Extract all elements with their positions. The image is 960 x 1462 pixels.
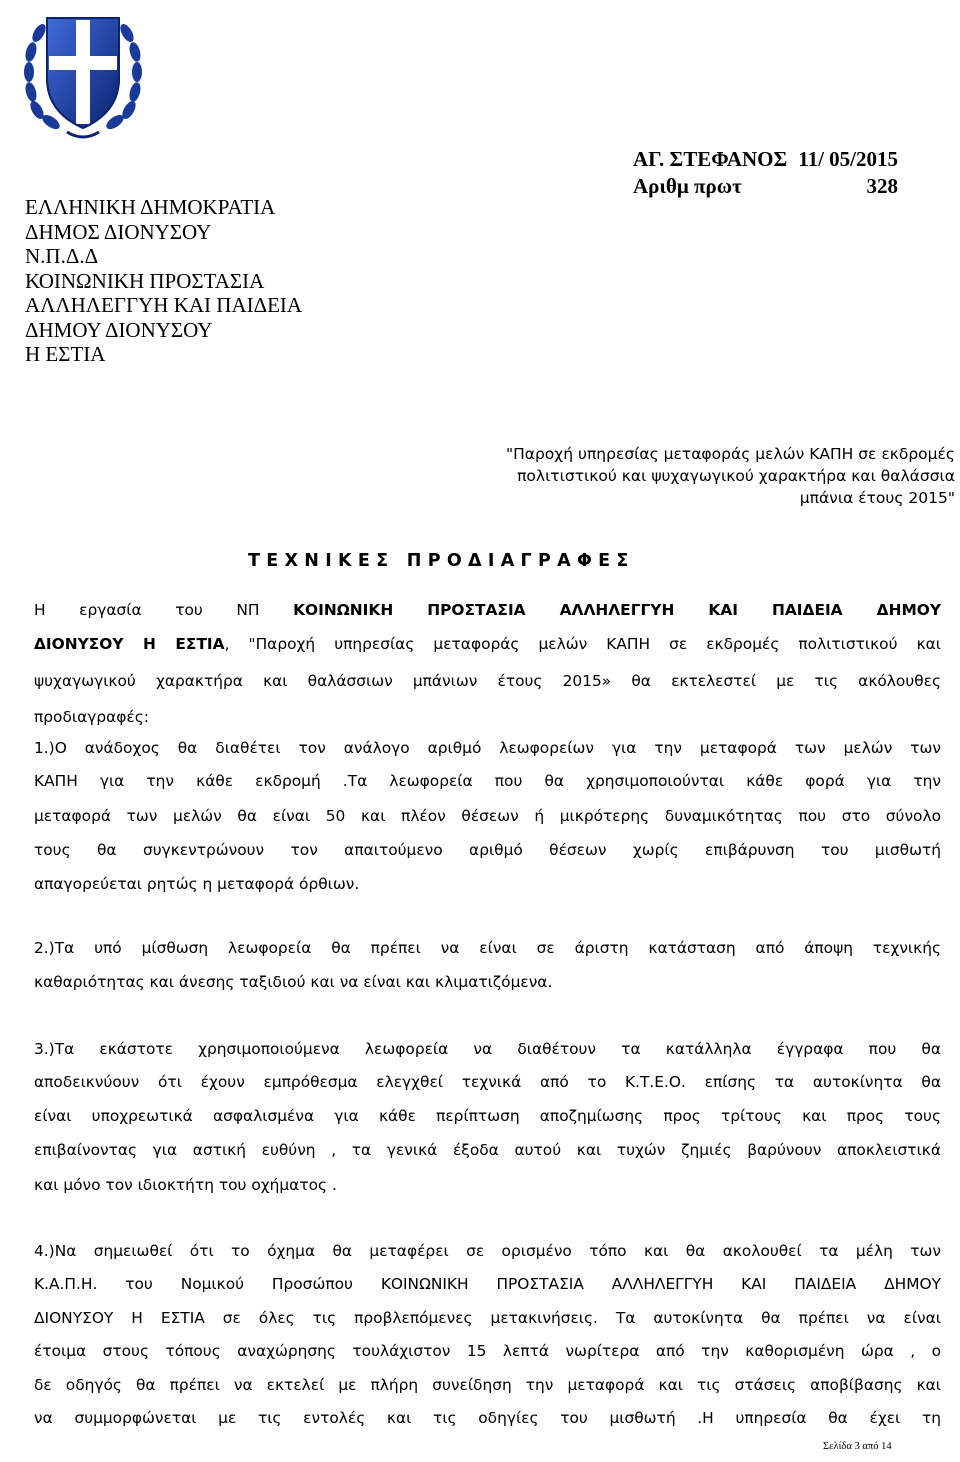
body-line: Κ.Α.Π.Η. του Νομικού Προσώπου ΚΟΙΝΩΝΙΚΗ ΠΡΟΣΤΑΣΙΑ ΑΛΛΗΛΕΓΓΥΗ ΚΑΙ ΠΑΙΔΕΙΑ ΔΗΜΟΥ bbox=[34, 1275, 941, 1293]
body-line: 2.)Τα υπό μίσθωση λεωφορεία θα πρέπει να είναι σε άριστη κατάσταση από άποψη τεχνικής bbox=[34, 939, 941, 957]
protocol-label: Αριθμ πρωτ bbox=[633, 174, 742, 198]
org-line: ΚΟΙΝΩΝΙΚΗ ΠΡΟΣΤΑΣΙΑ bbox=[25, 268, 265, 293]
body-line: δε οδηγός θα πρέπει να εκτελεί με πλήρη συνείδηση την μεταφορά και τις στάσεις αποβίβασης και bbox=[34, 1376, 941, 1394]
subject-line: πολιτιστικού και ψυχαγωγικού χαρακτήρα και θαλάσσια bbox=[517, 467, 955, 485]
org-line: ΕΛΛΗΝΙΚΗ ΔΗΜΟΚΡΑΤΙΑ bbox=[25, 195, 276, 219]
document-date: 11/ 05/2015 bbox=[798, 147, 898, 171]
body-line: είναι υποχρεωτικά ασφαλισμένα για κάθε περίπτωση αποζημίωσης προς τρίτους και προς τους bbox=[34, 1107, 941, 1125]
body-line: επιβαίνοντας για αστική ευθύνη , τα γενικά έξοδα αυτού και τυχών ζημιές βαρύνουν αποκλειστικά bbox=[34, 1141, 941, 1159]
body-line: έτοιμα στους τόπους αναχώρησης τουλάχιστον 15 λεπτά νωρίτερα από την καθορισμένη ώρα , ο bbox=[34, 1342, 941, 1360]
organization-block bbox=[25, 195, 385, 367]
org-line: Η ΕΣΤΙΑ bbox=[25, 342, 106, 366]
body-line: Η εργασία του ΝΠ ΚΟΙΝΩΝΙΚΗ ΠΡΟΣΤΑΣΙΑ ΑΛΛΗΛΕΓΓΥΗ ΚΑΙ ΠΑΙΔΕΙΑ ΔΗΜΟΥ bbox=[34, 601, 941, 619]
org-line: ΑΛΛΗΛΕΓΓΥΗ ΚΑΙ ΠΑΙΔΕΙΑ bbox=[25, 293, 303, 317]
body-line: 3.)Τα εκάστοτε χρησιμοποιούμενα λεωφορεία να διαθέτουν τα κατάλληλα έγγραφα που θα bbox=[34, 1040, 941, 1058]
subject-line: μπάνια έτους 2015" bbox=[799, 489, 955, 507]
body-line: 1.)Ο ανάδοχος θα διαθέτει τον ανάλογο αριθμό λεωφορείων για την μεταφορά των μελών των bbox=[34, 739, 941, 757]
body-line: αποδεικνύουν ότι έχουν εμπρόθεσμα ελεγχθεί τεχνικά από το Κ.Τ.Ε.Ο. επίσης τα αυτοκίνητα θα bbox=[34, 1073, 941, 1091]
org-line: ΔΗΜΟΣ ΔΙΟΝΥΣΟΥ bbox=[25, 219, 212, 244]
page-number: Σελίδα 3 από 14 bbox=[823, 1441, 892, 1452]
subject-line: "Παροχή υπηρεσίας μεταφοράς μελών ΚΑΠΗ σε εκδρομές bbox=[505, 445, 955, 463]
body-line: να συμμορφώνεται με τις εντολές και τις οδηγίες του μισθωτή .Η υπηρεσία θα έχει τη bbox=[34, 1409, 941, 1427]
body-line: τους θα συγκεντρώνουν τον απαιτούμενο αριθμό θέσεων χωρίς επιβάρυνση του μισθωτή bbox=[34, 841, 941, 859]
subject-block bbox=[360, 443, 955, 509]
section-heading: ΤΕΧΝΙΚΕΣ ΠΡΟΔΙΑΓΡΑΦΕΣ bbox=[248, 551, 635, 571]
body-line: 4.)Να σημειωθεί ότι το όχημα θα μεταφέρει σε ορισμένο τόπο και θα ακολουθεί τα μέλη των bbox=[34, 1242, 941, 1260]
body-line: ΔΙΟΝΥΣΟΥ Η ΕΣΤΙΑ, "Παροχή υπηρεσίας μεταφοράς μελών ΚΑΠΗ σε εκδρομές πολιτιστικού και bbox=[34, 635, 941, 653]
body-line: ΚΑΠΗ για την κάθε εκδρομή .Τα λεωφορεία που θα χρησιμοποιούνται κάθε φορά για την bbox=[34, 772, 941, 790]
date-protocol-block bbox=[633, 146, 898, 200]
org-line: ΔΗΜΟΥ ΔΙΟΝΥΣΟΥ bbox=[25, 317, 213, 342]
body-line: απαγορεύεται ρητώς η μεταφορά όρθιων. bbox=[34, 875, 360, 893]
org-line: Ν.Π.Δ.Δ bbox=[25, 244, 99, 268]
body-line: ψυχαγωγικού χαρακτήρα και θαλάσσιων μπάνιων έτους 2015» θα εκτελεστεί με τις ακόλουθες bbox=[34, 672, 941, 690]
place-label: ΑΓ. ΣΤΕΦΑΝΟΣ bbox=[633, 147, 788, 171]
body-line: και μόνο τον ιδιοκτήτη του οχήματος . bbox=[34, 1176, 337, 1194]
body-line: καθαριότητας και άνεσης ταξιδιού και να είναι και κλιματιζόμενα. bbox=[34, 973, 553, 991]
body-line: μεταφορά των μελών θα είναι 50 και πλέον θέσεων ή μικρότερης δυναμικότητας που στο σύνολο bbox=[34, 807, 941, 825]
body-line: ΔΙΟΝΥΣΟΥ Η ΕΣΤΙΑ σε όλες τις προβλεπόμενες μετακινήσεις. Τα αυτοκίνητα θα πρέπει να είναι bbox=[34, 1309, 941, 1327]
greek-coat-of-arms-icon bbox=[17, 0, 149, 150]
protocol-number: 328 bbox=[866, 174, 898, 198]
body-line: προδιαγραφές: bbox=[34, 708, 149, 726]
